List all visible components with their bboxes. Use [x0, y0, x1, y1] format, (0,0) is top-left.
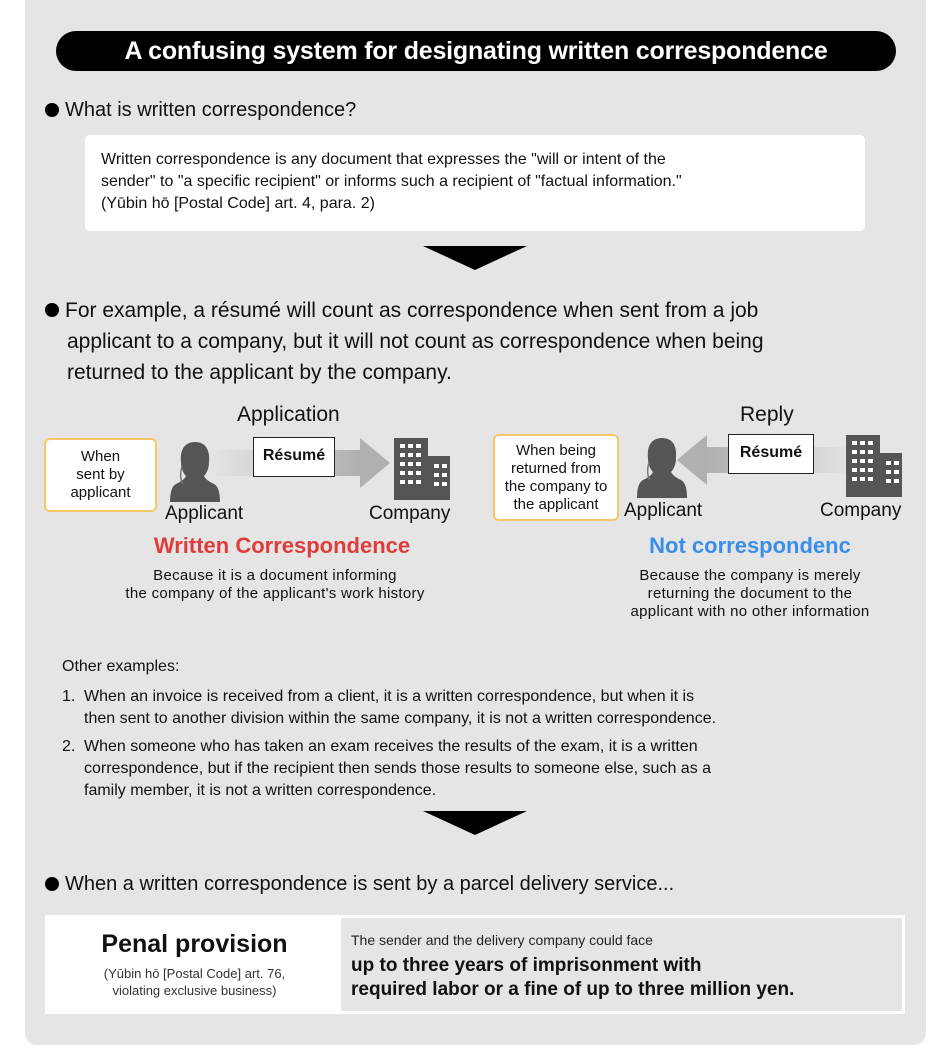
definition-box [85, 135, 865, 231]
example-line: returned to the applicant by the company. [67, 361, 452, 384]
penal-right [341, 918, 902, 1011]
caption-line: When being [515, 441, 597, 459]
company-building-icon [846, 435, 902, 497]
penal-punishment [351, 954, 892, 1002]
list-line: family member, it is not a written correspondence. [84, 782, 437, 799]
caption-line: the company to [504, 477, 608, 495]
section-parcel-heading-text: When a written correspondence is sent by a parcel delivery service... [65, 873, 675, 895]
verdict-not-correspondence: Not correspondenc [649, 533, 851, 558]
applicant-person-icon [170, 440, 220, 502]
section-parcel-heading [45, 870, 674, 898]
caption-line: sent by [76, 466, 125, 483]
label-applicant-right: Applicant [624, 500, 703, 521]
example-line: For example, a résumé will count as correspondence when sent from a job [65, 299, 759, 322]
penal-left [48, 918, 341, 1011]
down-arrow-icon [423, 246, 527, 270]
list-item [62, 686, 902, 730]
example-line: applicant to a company, but it will not count as correspondence when being [67, 330, 764, 353]
list-number: 2. [62, 738, 76, 755]
company-building-icon [394, 438, 450, 500]
bullet-icon [45, 303, 59, 317]
caption-line: When [80, 448, 121, 465]
reason-line: Because the company is merely [639, 567, 861, 584]
flow-label-reply: Reply [740, 403, 794, 426]
caption-line: applicant [70, 484, 131, 501]
list-line: then sent to another division within the same company, it is not a written correspondence. [84, 710, 717, 727]
reason-left [60, 567, 490, 603]
definition-line: sender" to "a specific recipient" or informs such a recipient of "factual information." [101, 173, 682, 190]
penal-ref-line: (Yūbin hō [Postal Code] art. 76, [103, 966, 286, 981]
verdict-written-correspondence: Written Correspondence [153, 533, 411, 558]
reason-right [540, 567, 950, 621]
reason-line: applicant with no other information [630, 603, 870, 620]
label-company-left: Company [369, 503, 451, 524]
reason-line: Because it is a document informing [153, 567, 397, 584]
page-title: A confusing system for designating written correspondence [56, 31, 896, 71]
caption-line: the applicant [513, 495, 599, 513]
resume-document-right: Résumé [728, 434, 814, 474]
flow-label-application: Application [237, 403, 340, 426]
penal-ref-line: violating exclusive business) [112, 983, 277, 998]
definition-line: Written correspondence is any document that expresses the "will or intent of the [101, 151, 666, 168]
reason-line: the company of the applicant's work history [125, 585, 425, 602]
penal-punishment-line: required labor or a fine of up to three million yen. [351, 979, 795, 1000]
list-line: correspondence, but if the recipient then sends those results to someone else, such as a [84, 760, 712, 777]
section-what-heading [45, 96, 356, 124]
penal-provision-box [45, 915, 905, 1014]
down-arrow-icon [423, 811, 527, 835]
penal-title: Penal provision [101, 930, 288, 958]
label-applicant-left: Applicant [165, 503, 244, 524]
penal-punishment-line: up to three years of imprisonment with [351, 955, 702, 976]
bullet-icon [45, 103, 59, 117]
section-what-heading-text: What is written correspondence? [65, 99, 357, 121]
caption-returned-from-company [493, 434, 619, 521]
caption-line: returned from [510, 459, 602, 477]
penal-intro: The sender and the delivery company could face [351, 932, 653, 948]
other-examples-heading: Other examples: [62, 658, 180, 675]
resume-document-left: Résumé [253, 437, 335, 477]
list-item [62, 736, 902, 802]
penal-reference [104, 965, 285, 999]
reason-line: returning the document to the [647, 585, 853, 602]
caption-sent-by-applicant [44, 438, 157, 512]
example-paragraph [45, 295, 915, 388]
other-examples [62, 656, 902, 808]
definition-line: (Yūbin hō [Postal Code] art. 4, para. 2) [101, 195, 375, 212]
list-number: 1. [62, 688, 76, 705]
list-line: When someone who has taken an exam receives the results of the exam, it is a written [84, 738, 698, 755]
bullet-icon [45, 877, 59, 891]
label-company-right: Company [820, 500, 902, 521]
applicant-person-icon [637, 436, 687, 498]
list-line: When an invoice is received from a client, it is a written correspondence, but when it is [84, 688, 695, 705]
